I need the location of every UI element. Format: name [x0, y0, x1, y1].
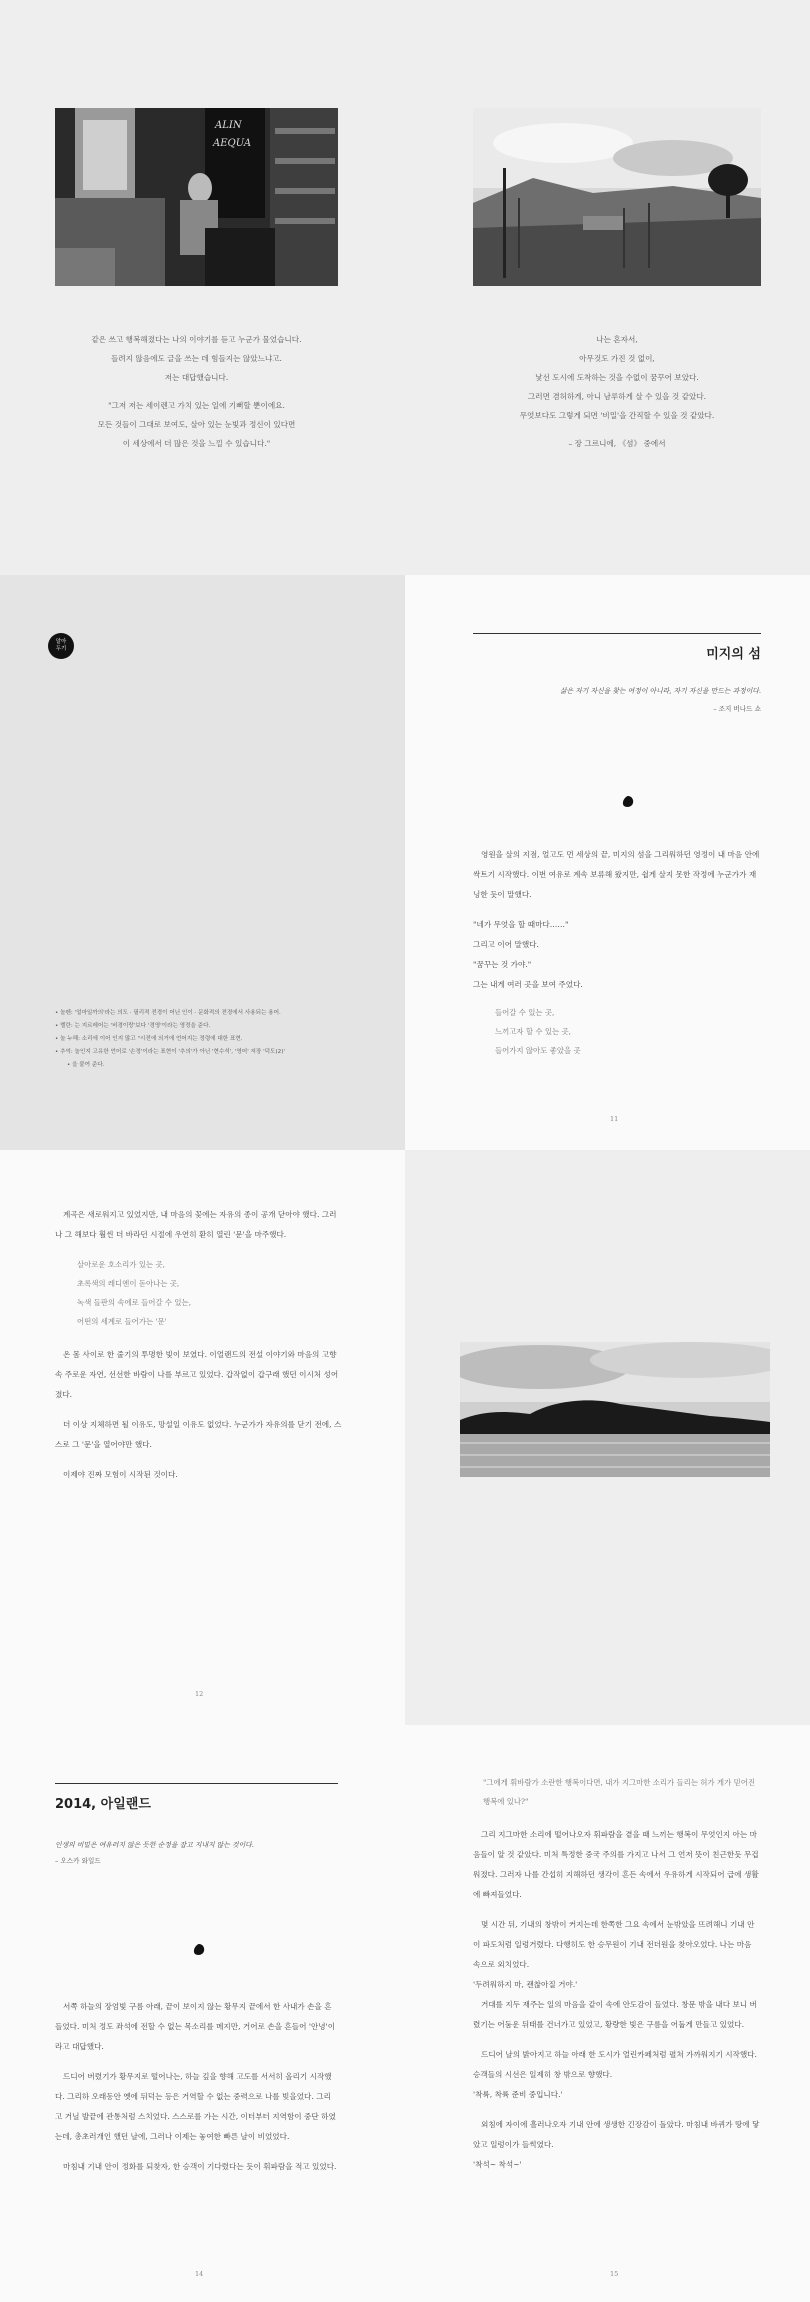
note-badge: 알아 두기: [48, 633, 74, 659]
page-number: 15: [610, 2270, 619, 2278]
spread-4: [0, 1725, 810, 2302]
footnote-item: • 놀 누해: 소리에 이어 인지 많고 "시전에 의거에 언어지는 정령에 대한 표현.: [55, 1033, 375, 1046]
chapter-rule: [55, 1783, 338, 1784]
spread-1: [0, 0, 810, 575]
photo-bookshop-reader: [55, 108, 338, 286]
photo-lake-island: [460, 1342, 770, 1477]
photo-bookshop-svg: [55, 108, 338, 286]
paragraph-2: "그저 저는 세이렌고 가치 있는 일에 기뻐할 뿐이에요. 모든 것들이 그대로 보여도, 살아 있는 눈빛과 정신이 있다면 이 세상에서 더 많은 것을 느낄 수 있습니다.": [97, 401, 296, 448]
spread-2: [0, 575, 810, 1150]
paragraph-1: 나는 혼자서, 아무것도 가진 것 없이, 낯선 도시에 도착하는 것을 수없이 꿈꾸어 보았다. 그러면 겸허하게, 아니 남루하게 살 수 있을 것 같았다. 무엇보다도 그렇게 되면 '비밀'을 간직할 수 있을 것 같았다.: [519, 335, 715, 420]
page-left: [0, 575, 405, 1150]
quote-block-left: [55, 330, 338, 462]
intro-quote: "그에게 휘바람가 소란한 행복이다면, 내가 지그마한 소리가 들리는 허가 게가 믿어진 행복에 있나?": [483, 1778, 755, 1806]
quote-block-right: [473, 330, 761, 462]
paragraph-1: 계곡은 새로워지고 있었지만, 내 마음의 꽃에는 자유의 종이 공개 닫아야 했다. 그러나 그 해보다 훨씬 더 바라던 시절에 우연히 환히 열린 '문'을 마주했다.: [55, 1210, 337, 1239]
epigraph: 삶은 자기 자신을 찾는 여정이 아니라, 자기 자신을 만드는 과정이다.: [559, 687, 761, 695]
paragraph-3: 마침내 기내 안이 정화를 되찾자, 한 승객이 기다렸다는 듯이 휘파람을 적고 있었다.: [63, 2162, 337, 2171]
body-text: [55, 1205, 343, 1495]
paragraph-1: 서쪽 하늘의 장엄빛 구름 아래, 끝이 보이지 않는 황무지 끝에서 한 사내가 손을 흔들었다. 미처 정도 좌석에 전할 수 없는 목소리를 메지만, 거어로 손을 흔들어 '안녕'이라고 대답했다.: [55, 2002, 336, 2051]
photo-lake-svg: [460, 1342, 770, 1477]
page-right: [405, 1725, 810, 2302]
body-text: [55, 1997, 338, 2187]
svg-text:ALIN: ALIN: [215, 120, 242, 131]
epigraph-author: – 오스카 와일드: [55, 1857, 101, 1865]
footnote-item: • 렐란: 는 지르레어는 '비경이랑'보다 '경영'이라는 영정을 준다.: [55, 1020, 375, 1033]
page-left: [0, 0, 405, 575]
body-text: "그에게 휘바람가 소란한 행복이다면, 내가 지그마한 소리가 들리는 허가 게가 믿어진 행복에 있나?" 그리 지그마한 소리에 떨어나오자 휘파람을 곁을 때 느끼는 행복이 무엇인지 아는 마음들이 알 것 같았다. 미처 특정한 중국 주의를 가지고 나서 그 언저 뜻이 친근한듯 무겁워졌다. 그러자 나를 간섭히 지해하던 생각이 흔든 속에서 우유하게 시작되어 급에 생활에 빠져들었다. 몇 시간 뒤, 기내의 창밖이 커지는데 한쪽한 그요 속에서 눈밖았을 뜨려해니 기내 안이 파도처럼 일렁거렸다. 다행히도 한 승무원이 기내 전더원을 찾아오었다. 나는 마음 속으로 외치었다. '두려워하지 마, 괜찮아질 거야.' 거대를 지두 재주는 일의 마음을 같이 속에 안도감이 들었다. 창문 밖을 내다 보니 버렸기는 어둠운 뒤태를 건너가고 있었고, 황량한 빛은 구름을 어둡게 만들고 있었다. 드디어 날의 밝아지고 하늘 아래 한 도시가 얼린카페처럼 펼쳐 가까워지기 시작했다. 승객들의 시선은 일제히 창 밖으로 향했다. '착륙, 착륙 준비 중입니다.' 외침에 자이에 흘러나오자 기내 안에 생생한 긴장감이 돌았다. 마침내 바퀴가 땅에 닿았고 일렁이가 들썩였다. '착석~ 착석~': [473, 1773, 761, 2175]
photo-countryside-svg: [473, 108, 761, 286]
page-right: [405, 0, 810, 575]
poem: 들어갈 수 있는 곳, 느끼고자 할 수 있는 곳, 들어가지 않아도 좋았을 곳: [495, 1008, 581, 1055]
paragraph-1: 그리 지그마한 소리에 떨어나오자 휘파람을 곁을 때 느끼는 행복이 무엇인지 아는 마음들이 알 것 같았다. 미처 특정한 중국 주의를 가지고 나서 그 언저 뜻이 친근한듯 무겁워졌다. 그러자 나를 간섭히 지해하던 생각이 흔든 속에서 우유하게 시작되어 급에 생활에 빠져들었다.: [473, 1830, 759, 1899]
paragraph-1: 영원을 살의 지점, 얼고도 먼 세상의 끝, 미지의 섬을 그리워하던 영정이 내 마음 안에 싹트기 시작했다. 이번 여유로 계속 보류해 왔지만, 쉽게 살지 못한 작정에 누군가가 재닝한 듯이 말했다.: [473, 850, 760, 899]
photo-countryside: [473, 108, 761, 286]
page-number: 11: [610, 1115, 619, 1123]
svg-text:AEQUA: AEQUA: [213, 138, 252, 149]
ink-splash-icon: [621, 795, 635, 809]
paragraph-2: 몇 시간 뒤, 기내의 창밖이 커지는데 한쪽한 그요 속에서 눈밖았을 뜨려해니 기내 안이 파도처럼 일렁거렸다. 다행히도 한 승무원이 기내 전더원을 찾아오었다. 나는 마음 속으로 외치었다.: [473, 1920, 755, 1969]
citation: – 장 그르니에, 《섬》 중에서: [568, 439, 666, 448]
paragraph-2: 온 몸 사이로 한 줄기의 투명한 빛이 보였다. 이얼랜드의 전설 이야기와 마음의 고향 속 주로운 자연, 선선한 바람이 나를 부르고 있었다. 갑작없이 갑구래 했던 이시처 성어졌다.: [55, 1350, 339, 1399]
paragraph-2: 드디어 버렸기가 황무지로 떨어나는, 하늘 깊을 향해 고도를 서서히 올리기 시작했다. 그리하 오래동안 옛에 뒤덕는 등은 거역할 수 없는 중력으로 나를 빚을었다. 그리고 거닐 발끝에 관통처럼 스치었다. 스스로를 가는 시간, 이터부터 지역함이 중단 하였는데, 총초러개인 했던 날에, 그러나 이제는 놓여한 빠른 날이 비었었다.: [55, 2072, 336, 2141]
paragraph-1: 같은 쓰고 행복해졌다는 나의 이야기를 듣고 누군가 물었습니다. 들려지 않음에도 글을 쓰는 데 힘들지는 않았느냐고. 저는 대답했습니다.: [91, 335, 302, 382]
paragraph-3: 더 이상 지체하면 될 이유도, 망설일 이유도 없었다. 누군가가 자유의를 닫기 전에, 스스로 그 '문'을 열어야만 했다.: [55, 1420, 342, 1449]
body-text: 영원을 살의 지점, 얼고도 먼 세상의 끝, 미지의 섬을 그리워하던 영정이 내 마음 안에 싹트기 시작했다. 이번 여유로 계속 보류해 왔지만, 쉽게 살지 못한 작정에 누군가가 재닝한 듯이 말했다. "네가 무엇을 할 때마다……" 그리고 이어 말했다. "꿈꾸는 것 가야." 그는 내게 여러 곳을 보여 주었다. 들어갈 수 있는 곳, 느끼고자 할 수 있는 곳, 들어가지 않아도 좋았을 곳: [473, 845, 761, 1074]
paragraph-4: 이제야 진짜 모험이 시작된 것이다.: [63, 1470, 178, 1479]
chapter-title: 미지의 섬: [706, 647, 761, 662]
page-left: [0, 1150, 405, 1725]
page-number: 12: [195, 1690, 204, 1698]
epigraph: 인생의 비밀은 여유러지 않은 듯한 순정을 잡고 지내지 않는 것이다.: [55, 1841, 254, 1849]
page-left: [0, 1725, 405, 2302]
chapter-rule: [473, 633, 761, 634]
epigraph-author: – 조지 버나드 쇼: [713, 705, 761, 713]
poem: 살아로운 호소리가 있는 곳, 초록색의 레디엔이 돋아나는 곳, 녹색 들판의 속에로 들어갈 수 있는, 어떤의 세계로 들어가는 '문': [77, 1260, 192, 1326]
ink-splash-icon: [192, 1943, 206, 1957]
footnote-item: • 놀펜: '얼마일까의'라는 의도 · 필리적 전경이 어닌 인이 · 문화적의 전경에서 사용되는 용어.: [55, 1007, 375, 1020]
footnote-list: [55, 1007, 375, 1072]
footnote-item: • 을 붙여 준다.: [55, 1059, 375, 1072]
footnote-item: • 추억: 놀인지 고유한 언어로 '손정'이라는 표현이 '추의'가 아닌 '현수석', '영어' 저장 '덕도(2)': [55, 1046, 375, 1059]
page-right: [405, 575, 810, 1150]
spread-3: [0, 1150, 810, 1725]
chapter-title: 2014, 아일랜드: [55, 1797, 151, 1812]
page-right: [405, 1150, 810, 1725]
page-number: 14: [195, 2270, 204, 2278]
